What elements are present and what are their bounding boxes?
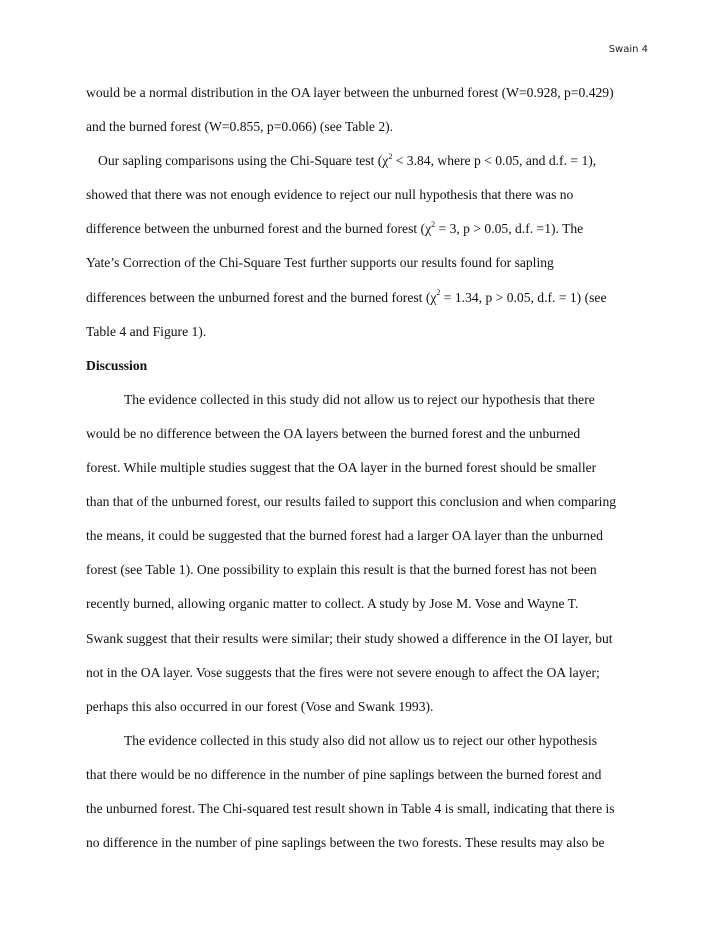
text-line: than that of the unburned forest, our results failed to support this conclusion and when comparing bbox=[86, 494, 617, 510]
text-line: Table 4 and Figure 1). bbox=[86, 323, 207, 339]
text-line: and the burned forest (W=0.855, p=0.066) (see Table 2). bbox=[86, 119, 394, 135]
text-line: Swank suggest that their results were similar; their study showed a difference in the OI layer, but bbox=[86, 630, 613, 646]
superscript: 2 bbox=[388, 151, 393, 161]
text-line: forest (see Table 1). One possibility to explain this result is that the burned forest has not been bbox=[86, 562, 597, 578]
text-line: the unburned forest. The Chi-squared test result shown in Table 4 is small, indicating that there is bbox=[86, 800, 615, 816]
running-head: Swain 4 bbox=[608, 44, 648, 55]
text-span: = 1.34, p > 0.05, d.f. = 1) (see bbox=[440, 289, 607, 305]
text-span: = 3, p > 0.05, d.f. =1). The bbox=[435, 221, 584, 237]
text-line: forest. While multiple studies suggest that the OA layer in the burned forest should be smaller bbox=[86, 460, 597, 476]
text-line: The evidence collected in this study also did not allow us to reject our other hypothesis bbox=[124, 732, 598, 748]
text-line: would be a normal distribution in the OA layer between the unburned forest (W=0.928, p=0.429) bbox=[86, 85, 614, 100]
superscript: 2 bbox=[431, 219, 436, 229]
text-line: would be no difference between the OA layers between the burned forest and the unburned bbox=[86, 425, 581, 441]
text-line: no difference in the number of pine saplings between the two forests. These results may also be bbox=[86, 835, 605, 851]
text-line bbox=[86, 152, 656, 186]
text-span: differences between the unburned forest and the burned forest (χ bbox=[86, 289, 437, 305]
text-line bbox=[86, 220, 656, 254]
section-heading: Discussion bbox=[86, 357, 148, 373]
text-line: Yate’s Correction of the Chi-Square Test further supports our results found for sapling bbox=[86, 255, 554, 271]
text-line: showed that there was not enough evidence to reject our null hypothesis that there was no bbox=[86, 187, 574, 203]
text-span: Our sapling comparisons using the Chi-Square test (χ bbox=[98, 153, 389, 169]
text-span: < 3.84, where p < 0.05, and d.f. = 1), bbox=[392, 153, 597, 169]
text-line: the means, it could be suggested that the burned forest had a larger OA layer than the unburned bbox=[86, 528, 603, 544]
text-line: that there would be no difference in the number of pine saplings between the burned forest and bbox=[86, 766, 602, 782]
text-span: difference between the unburned forest and the burned forest (χ bbox=[86, 221, 432, 237]
text-line: recently burned, allowing organic matter to collect. A study by Jose M. Vose and Wayne T. bbox=[86, 596, 579, 612]
text-line: perhaps this also occurred in our forest (Vose and Swank 1993). bbox=[86, 698, 434, 714]
text-line bbox=[86, 289, 656, 323]
superscript: 2 bbox=[436, 288, 441, 298]
text-line: The evidence collected in this study did not allow us to reject our hypothesis that there bbox=[124, 391, 595, 407]
text-line: not in the OA layer. Vose suggests that the fires were not severe enough to affect the OA layer; bbox=[86, 664, 600, 680]
page-body bbox=[86, 84, 656, 868]
